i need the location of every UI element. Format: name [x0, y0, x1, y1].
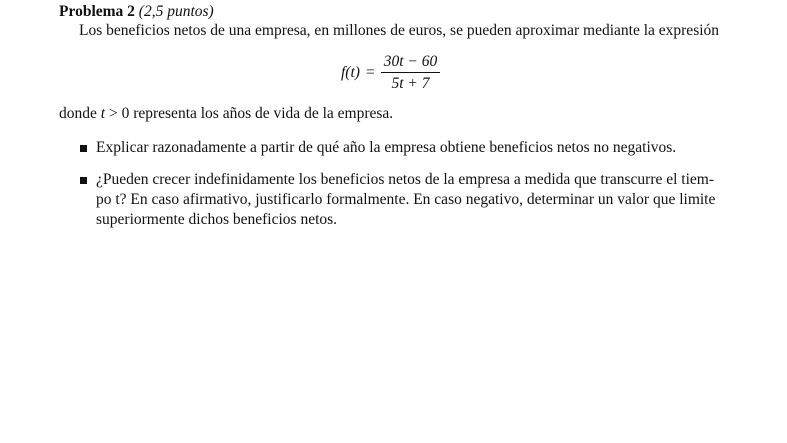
condition-prefix: donde	[59, 105, 97, 122]
formula-denominator: 5t + 7	[391, 75, 430, 92]
condition-rest: > 0 representa los años de vida de la empresa.	[105, 105, 394, 122]
problem-heading	[59, 3, 214, 21]
profit-formula	[341, 51, 440, 95]
question-2-line-2: po t? En caso afirmativo, justificarlo formalmente. En caso negativo, determinar un valor que limite	[96, 191, 716, 208]
bullet-square-icon	[80, 145, 87, 152]
problem-points: (2,5 puntos)	[138, 3, 214, 20]
formula-numerator: 30t − 60	[381, 53, 441, 73]
condition-variable: t	[100, 105, 106, 122]
question-2-line-1: ¿Pueden crecer indefinidamente los beneficios netos de la empresa a medida que transcurre el tiem-	[96, 171, 715, 188]
formula-fraction	[381, 53, 441, 93]
formula-equals: =	[365, 64, 375, 81]
question-item-1	[80, 138, 760, 158]
problem-label: Problema 2	[59, 3, 135, 20]
question-list	[80, 138, 760, 242]
question-2-line-3: superiormente dichos beneficios netos.	[96, 211, 338, 228]
formula-lhs: f(t)	[341, 64, 360, 81]
problem-intro: Los beneficios netos de una empresa, en millones de euros, se pueden aproximar mediante la expresión	[79, 22, 720, 39]
question-1-line-1: Explicar razonadamente a partir de qué año la empresa obtiene beneficios netos no negativos.	[96, 139, 677, 156]
question-item-2	[80, 170, 760, 230]
variable-condition	[59, 105, 393, 123]
bullet-square-icon	[80, 177, 87, 184]
